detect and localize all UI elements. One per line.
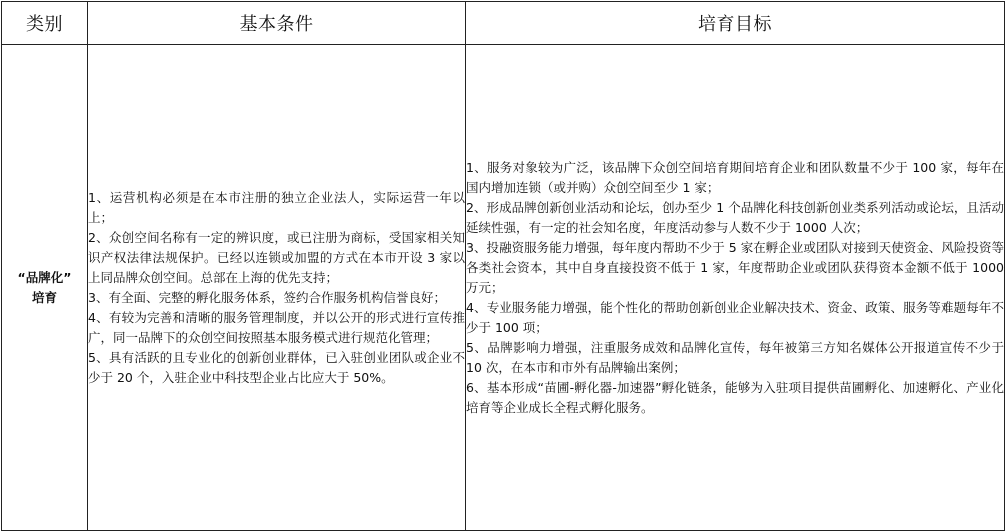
condition-item: 5、具有活跃的且专业化的创新创业群体，已入驻创业团队或企业不少于 20 个，入驻企业中科技型企业占比应大于 50%。 [88,349,465,385]
condition-item: 1、运营机构必须是在本市注册的独立企业法人，实际运营一年以上； [88,189,465,225]
condition-item: 2、众创空间名称有一定的辨识度，或已注册为商标，受国家相关知识产权法律法规保护。已经以连锁或加盟的方式在本市开设 3 家以上同品牌众创空间。总部在上海的优先支持； [88,229,465,285]
goals-list [466,158,1004,418]
conditions-cell [88,45,466,531]
incubation-criteria-table [1,1,1005,531]
header-basic-conditions: 基本条件 [88,2,466,45]
goals-cell [466,45,1005,531]
goal-item: 6、基本形成“苗圃-孵化器-加速器”孵化链条，能够为入驻项目提供苗圃孵化、加速孵化、产业化培育等企业成长全程式孵化服务。 [466,379,1004,415]
goal-item: 4、专业服务能力增强，能个性化的帮助创新创业企业解决技术、资金、政策、服务等难题每年不少于 100 项； [466,299,1004,335]
condition-item: 4、有较为完善和清晰的服务管理制度，并以公开的形式进行宣传推广，同一品牌下的众创空间按照基本服务模式进行规范化管理； [88,309,465,345]
goal-item: 3、投融资服务能力增强，每年度内帮助不少于 5 家在孵企业或团队对接到天使资金、风险投资等各类社会资本，其中自身直接投资不低于 1 家，年度帮助企业或团队获得资本金额不低于 1000 万元； [466,239,1004,295]
header-row [2,2,1005,45]
condition-item: 3、有全面、完整的孵化服务体系，签约合作服务机构信誉良好； [88,289,446,305]
category-cell [2,45,88,531]
category-label-line1: “品牌化” [17,269,72,285]
conditions-list [88,188,465,388]
goal-item: 5、品牌影响力增强，注重服务成效和品牌化宣传，每年被第三方知名媒体公开报道宣传不少于 10 次，在本市和市外有品牌输出案例； [466,339,1004,375]
goal-item: 1、服务对象较为广泛，该品牌下众创空间培育期间培育企业和团队数量不少于 100 家，每年在国内增加连锁（或并购）众创空间至少 1 家； [466,159,1004,195]
header-category: 类别 [2,2,88,45]
goal-item: 2、形成品牌创新创业活动和论坛，创办至少 1 个品牌化科技创新创业类系列活动或论坛，且活动延续性强，有一定的社会知名度，年度活动参与人数不少于 1000 人次； [466,199,1004,235]
category-label-line2: 培育 [31,289,57,305]
table-row [2,45,1005,531]
header-cultivation-goals: 培育目标 [466,2,1005,45]
